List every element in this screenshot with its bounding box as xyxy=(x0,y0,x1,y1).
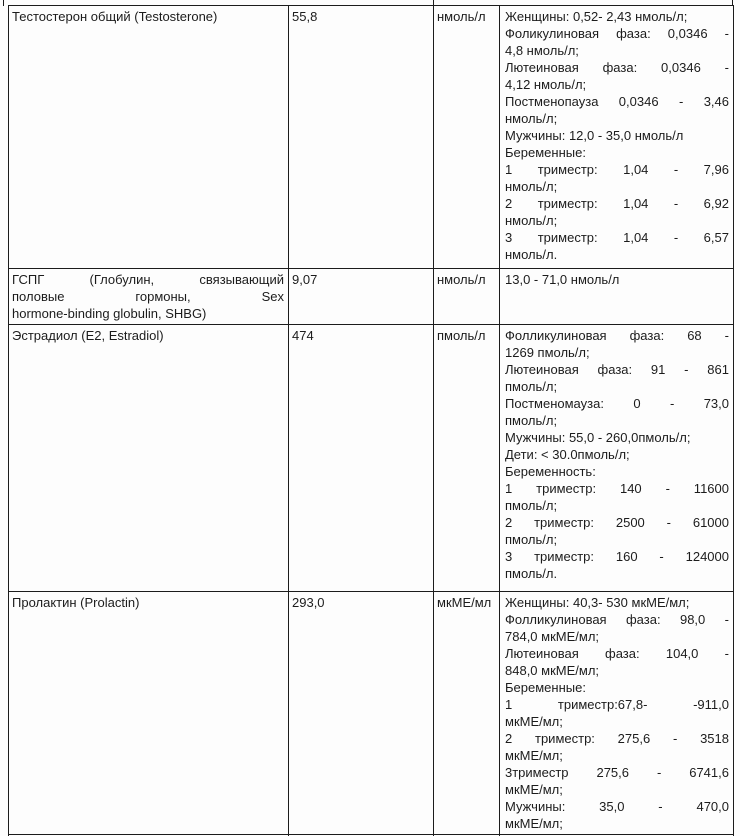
result-value: 474 xyxy=(292,328,314,343)
reference-line: 3 триместр: 160 - 124000 xyxy=(505,549,729,564)
reference-line: 1 триместр: 1,04 - 7,96 xyxy=(505,162,729,177)
reference-line: пмоль/л; xyxy=(505,532,558,547)
reference-line: 2 триместр: 275,6 - 3518 xyxy=(505,731,729,746)
reference-line: 3 триместр: 1,04 - 6,57 xyxy=(505,230,729,245)
lab-results-table xyxy=(8,5,734,836)
reference-cell xyxy=(500,325,734,592)
units-value: нмоль/л xyxy=(437,272,486,287)
reference-line: 13,0 - 71,0 нмоль/л xyxy=(505,272,620,287)
reference-line: Фолликулиновая фаза: 98,0 - xyxy=(505,612,729,627)
result-cell xyxy=(289,6,434,269)
reference-line: Мужчины: 35,0 - 470,0 xyxy=(505,799,729,814)
reference-line: Постменопауза 0,0346 - 3,46 xyxy=(505,94,729,109)
reference-line: Дети: < 30.0пмоль/л; xyxy=(505,447,630,462)
test-name: Эстрадиол (E2, Estradiol) xyxy=(12,328,164,343)
reference-line: 1269 пмоль/л; xyxy=(505,345,590,360)
reference-line: 1 триместр:67,8- -911,0 xyxy=(505,697,729,712)
units-value: пмоль/л xyxy=(437,328,486,343)
reference-line: Беременные: xyxy=(505,680,586,695)
reference-line: пмоль/л; xyxy=(505,498,558,513)
reference-line: мкМЕ/мл; xyxy=(505,816,563,831)
reference-line: 848,0 мкМЕ/мл; xyxy=(505,663,600,678)
test-name-cell xyxy=(9,592,289,835)
reference-line: нмоль/л; xyxy=(505,179,558,194)
test-name-cell xyxy=(9,269,289,325)
reference-line: мкМЕ/мл; xyxy=(505,714,563,729)
test-name: ГСПГ (Глобулин, связывающий xyxy=(12,272,284,287)
reference-line: пмоль/л; xyxy=(505,379,558,394)
reference-line: нмоль/л. xyxy=(505,247,558,262)
reference-cell xyxy=(500,269,734,325)
reference-line: мкМЕ/мл; xyxy=(505,782,563,797)
reference-line: Беременные: xyxy=(505,145,586,160)
test-name: hormone-binding globulin, SHBG) xyxy=(12,306,207,321)
reference-line: Женщины: 0,52- 2,43 нмоль/л; xyxy=(505,9,688,24)
reference-line: 784,0 мкМЕ/мл; xyxy=(505,629,600,644)
reference-line: Лютеиновая фаза: 91 - 861 xyxy=(505,362,729,377)
result-value: 9,07 xyxy=(292,272,318,287)
test-row-estradiol xyxy=(9,325,734,592)
reference-line: нмоль/л; xyxy=(505,111,558,126)
table-border-remnant-left xyxy=(3,0,4,6)
test-name: Тестостерон общий (Testosterone) xyxy=(12,9,218,24)
reference-line: нмоль/л; xyxy=(505,213,558,228)
units-cell xyxy=(434,269,500,325)
reference-line: 2 триместр: 1,04 - 6,92 xyxy=(505,196,729,211)
units-value: нмоль/л xyxy=(437,9,486,24)
units-cell xyxy=(434,6,500,269)
reference-line: 1 триместр: 140 - 11600 xyxy=(505,481,729,496)
reference-line: Беременность: xyxy=(505,464,596,479)
reference-line: Мужчины: 55,0 - 260,0пмоль/л; xyxy=(505,430,691,445)
units-cell xyxy=(434,592,500,835)
reference-line: 2 триместр: 2500 - 61000 xyxy=(505,515,729,530)
reference-line: Лютеиновая фаза: 104,0 - xyxy=(505,646,729,661)
reference-line: Мужчины: 12,0 - 35,0 нмоль/л xyxy=(505,128,684,143)
reference-cell xyxy=(500,6,734,269)
reference-line: пмоль/л. xyxy=(505,566,558,581)
result-value: 55,8 xyxy=(292,9,318,24)
reference-cell xyxy=(500,592,734,835)
test-row-testosterone xyxy=(9,6,734,269)
reference-line: Лютеиновая фаза: 0,0346 - xyxy=(505,60,729,75)
result-value: 293,0 xyxy=(292,595,325,610)
reference-line: 4,12 нмоль/л; xyxy=(505,77,587,92)
test-name: половые гормоны, Sex xyxy=(12,289,284,304)
test-name-cell xyxy=(9,325,289,592)
test-row-shbg xyxy=(9,269,734,325)
reference-line: пмоль/л; xyxy=(505,413,558,428)
reference-line: 4,8 нмоль/л; xyxy=(505,43,579,58)
result-cell xyxy=(289,269,434,325)
units-value: мкМЕ/мл xyxy=(437,595,492,610)
test-name: Пролактин (Prolactin) xyxy=(12,595,140,610)
reference-line: 3триместр 275,6 - 6741,6 xyxy=(505,765,729,780)
reference-line: Фолликулиновая фаза: 68 - xyxy=(505,328,729,343)
reference-line: Женщины: 40,3- 530 мкМЕ/мл; xyxy=(505,595,690,610)
units-cell xyxy=(434,325,500,592)
result-cell xyxy=(289,325,434,592)
test-name-cell xyxy=(9,6,289,269)
reference-line: Постменомауза: 0 - 73,0 xyxy=(505,396,729,411)
reference-line: мкМЕ/мл; xyxy=(505,748,563,763)
result-cell xyxy=(289,592,434,835)
test-row-prolactin xyxy=(9,592,734,835)
reference-line: Фоликулиновая фаза: 0,0346 - xyxy=(505,26,729,41)
